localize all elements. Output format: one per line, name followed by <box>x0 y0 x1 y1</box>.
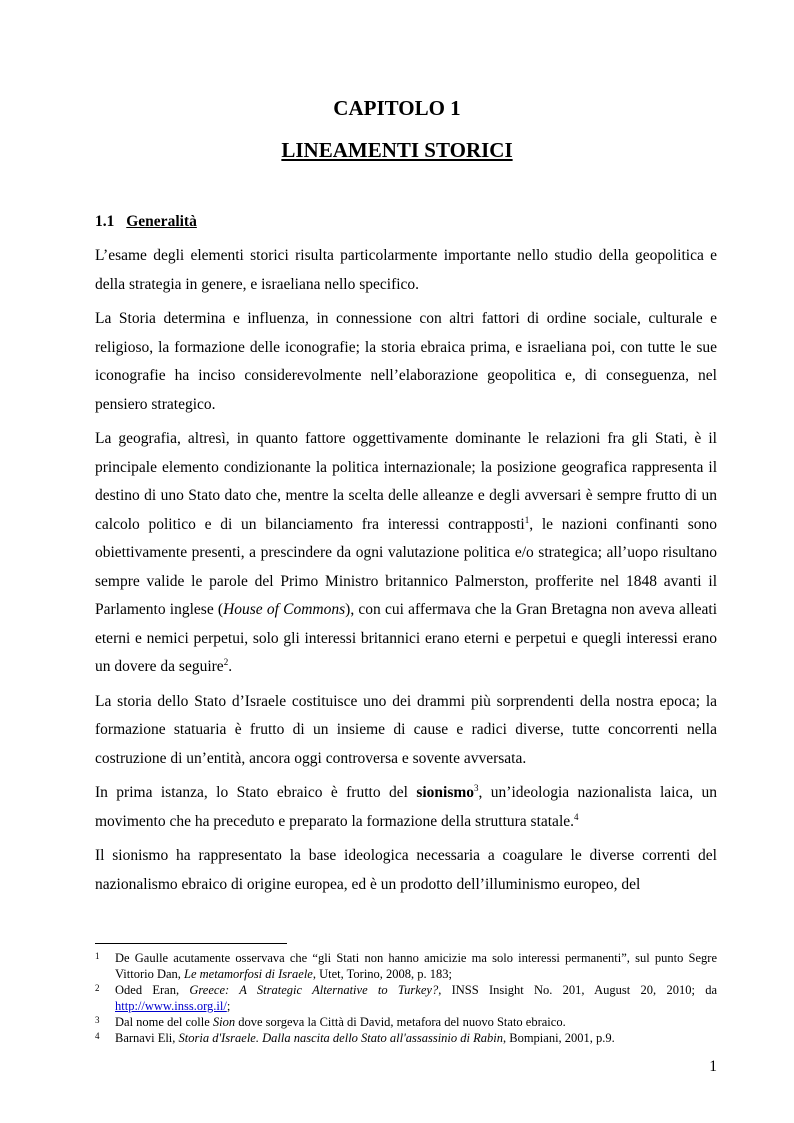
footnote-number: 3 <box>95 1015 100 1025</box>
chapter-number: CAPITOLO 1 <box>333 96 461 120</box>
paragraph: La Storia determina e influenza, in connessione con altri fattori di ordine sociale, culturale e religioso, la formazione delle iconografie; la storia ebraica prima, e israeliana poi, con tutte le sue iconografie ha inciso considerevolmente nell’elaborazione geopolitica e, di conseguenza, nel pensiero strategico. <box>95 310 717 413</box>
text-run: , INSS Insight No. 201, August 20, 2010; da <box>438 983 718 997</box>
text-run: De Gaulle acutamente osservava che “gli Stati non hanno amicizie ma solo interessi permanenti”, sul punto Segre Vittorio Dan, <box>115 951 717 981</box>
body-text <box>95 242 717 905</box>
italic-run: Greece: A Strategic Alternative to Turkey? <box>189 983 439 997</box>
text-run: , Bompiani, 2001, p.9. <box>502 1031 615 1045</box>
section-title: Generalità <box>126 213 197 230</box>
italic-run: Sion <box>212 1015 236 1029</box>
text-run: In prima istanza, lo Stato ebraico è frutto del <box>95 784 417 801</box>
section-heading <box>95 213 197 231</box>
text-run: ; <box>226 999 231 1013</box>
text-run: Oded Eran, <box>115 983 190 997</box>
italic-run: Storia d'Israele. Dalla nascita dello Stato all'assassinio di Rabin <box>178 1031 503 1045</box>
text-run: , le nazioni confinanti sono obiettivamente presenti, a prescindere da ogni valutazione politica e/o strategica; all’uopo risultano sempre valide le parole del Primo Ministro britannico Palmerston, profferite nel 1848 avanti il Parlamento inglese ( <box>95 515 717 618</box>
paragraph: La storia dello Stato d’Israele costituisce uno dei drammi più sorprendenti della nostra epoca; la formazione statuaria è frutto di un insieme di cause e radici diverse, tutte concorrenti nella costruzione di un’entità, ancora oggi controversa e sovente avversata. <box>95 692 717 767</box>
footnote-ref[interactable]: 1 <box>524 514 530 525</box>
text-run: dove sorgeva la Città di David, metafora del nuovo Stato ebraico. <box>235 1015 566 1029</box>
text-run: , Utet, Torino, 2008, p. 183; <box>312 967 453 981</box>
footnote-number: 4 <box>95 1031 100 1041</box>
footnote <box>95 982 717 1014</box>
paragraph <box>95 779 717 836</box>
italic-run: House of Commons <box>223 601 346 618</box>
paragraph: L’esame degli elementi storici risulta particolarmente importante nello studio della geopolitica e della strategia in genere, e israeliana nello specifico. <box>95 247 717 293</box>
footnote-ref[interactable]: 3 <box>474 782 479 793</box>
paragraph <box>95 425 717 682</box>
footnote-number: 2 <box>95 983 100 993</box>
inss-link[interactable]: http://www.inss.org.il/ <box>115 999 227 1013</box>
footnote <box>95 1014 717 1030</box>
text-run: ), con cui affermava che la Gran Bretagna non aveva alleati eterni e nemici perpetui, solo gli interessi britannici erano eterni e perpetui e quegli interessi erano un dovere da seguire <box>95 601 718 675</box>
footnote-number: 1 <box>95 951 100 961</box>
paragraph: Il sionismo ha rappresentato la base ideologica necessaria a coagulare le diverse correnti del nazionalismo ebraico di origine europea, ed è un prodotto dell’illuminismo europeo, del <box>95 847 717 893</box>
section-number: 1.1 <box>95 213 115 230</box>
text-run: Barnavi Eli, <box>115 1031 179 1045</box>
text-run: La geografia, altresì, in quanto fattore oggettivamente dominante le relazioni fra gli Stati, è il principale elemento condizionante la politica internazionale; la posizione geografica rappresenta il destino di uno Stato dato che, mentre la scelta delle alleanze e degli avversari è sempre frutto di un calcolo politico e di un bilanciamento fra interessi contrapposti <box>95 430 717 533</box>
italic-run: Le metamorfosi di Israele <box>184 967 313 981</box>
footnote-divider <box>95 943 287 944</box>
page-number: 1 <box>709 1058 717 1075</box>
chapter-title: LINEAMENTI STORICI <box>281 138 513 162</box>
text-run: , un’ideologia nazionalista laica, un movimento che ha preceduto e preparato la formazione della struttura statale. <box>95 784 717 830</box>
footnote <box>95 950 717 982</box>
footnotes <box>95 950 717 1046</box>
bold-term: sionismo <box>416 784 475 801</box>
footnote-ref[interactable]: 2 <box>223 656 229 667</box>
footnote <box>95 1030 717 1046</box>
text-run: Dal nome del colle <box>115 1015 213 1029</box>
text-run: . <box>228 658 233 675</box>
footnote-ref[interactable]: 4 <box>574 811 579 822</box>
